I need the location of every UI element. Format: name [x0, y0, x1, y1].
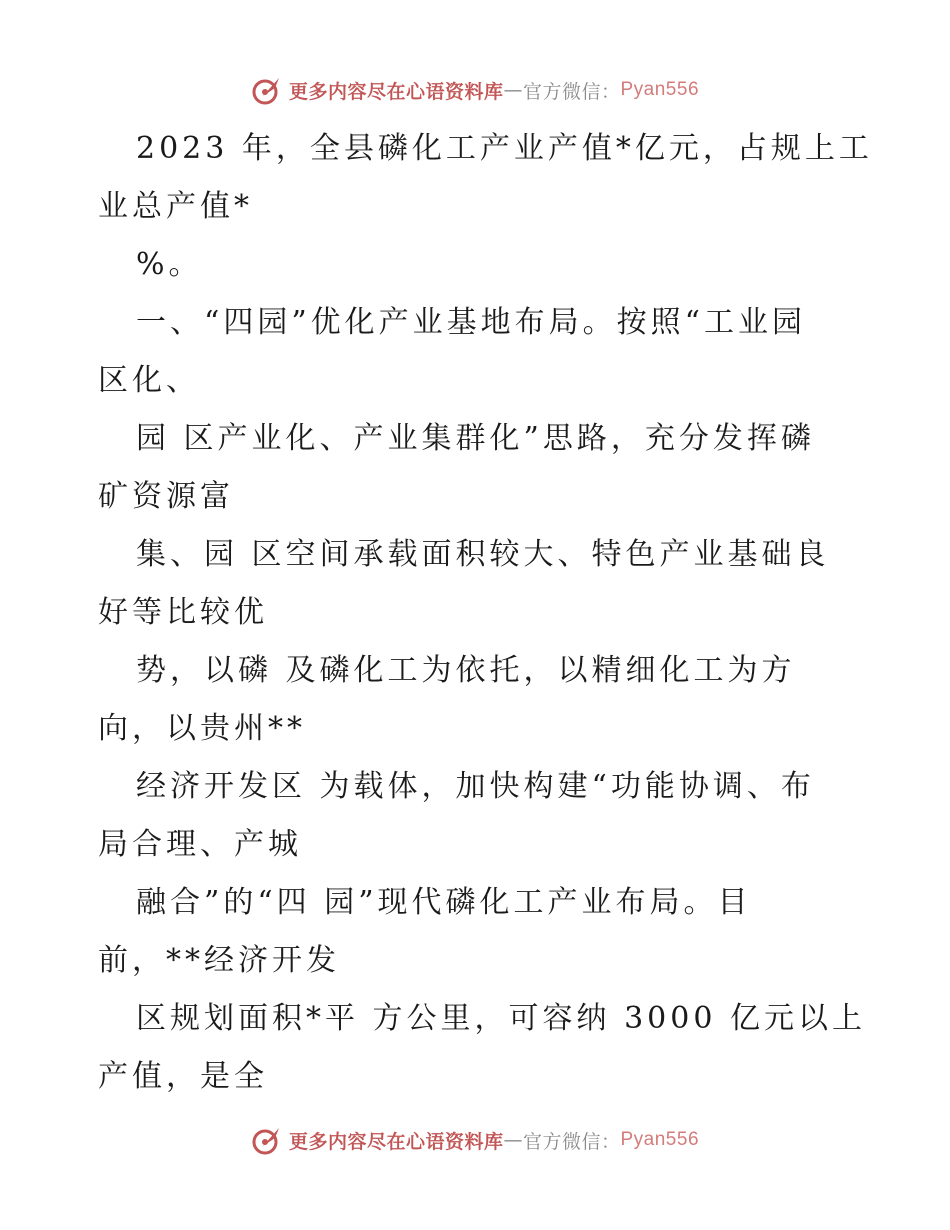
header-watermark [0, 70, 950, 110]
watermark-label: 官方微信： [522, 1130, 621, 1153]
watermark-separator: — [503, 79, 523, 101]
text-line: 经济开发区 为载体，加快构建“功能协调、布 [136, 769, 815, 804]
text-line: 好等比较优 [98, 595, 268, 630]
watermark-account: Pyan556 [620, 79, 700, 100]
text-line: 2023 年，全县磷化工产业产值*亿元，占规上工 [136, 131, 873, 166]
watermark-label: 官方微信： [522, 80, 621, 103]
text-line: 区规划面积*平 方公里，可容纳 3000 亿元以上 [136, 1001, 866, 1036]
text-line: 集、园 区空间承载面积较大、特色产业基础良 [136, 537, 830, 572]
text-line: 区化、 [98, 363, 200, 398]
watermark-separator: — [503, 1129, 523, 1151]
watermark-brand: 更多内容尽在心语资料库 [288, 80, 504, 103]
watermark-brand: 更多内容尽在心语资料库 [288, 1130, 504, 1153]
document-body [98, 120, 873, 1106]
text-line: 矿资源富 [98, 479, 234, 514]
text-line: 势，以磷 及磷化工为依托，以精细化工为方 [136, 653, 796, 688]
watermark-account: Pyan556 [620, 1129, 700, 1150]
text-line: 融合”的“四 园”现代磷化工产业布局。目 [136, 885, 752, 920]
text-line: 局合理、产城 [98, 827, 302, 862]
text-line: 业总产值* [98, 189, 253, 224]
text-line: 园 区产业化、产业集群化”思路，充分发挥磷 [136, 421, 815, 456]
text-line: 一、“四园”优化产业基地布局。按照“工业园 [136, 305, 807, 340]
footer-watermark [0, 1120, 950, 1160]
text-line: 向，以贵州** [98, 711, 306, 746]
quill-logo-icon [251, 74, 283, 106]
quill-logo-icon [251, 1124, 283, 1156]
text-line: 前，**经济开发 [98, 943, 340, 978]
text-line: 产值，是全 [98, 1059, 268, 1094]
text-line: %。 [136, 247, 203, 282]
